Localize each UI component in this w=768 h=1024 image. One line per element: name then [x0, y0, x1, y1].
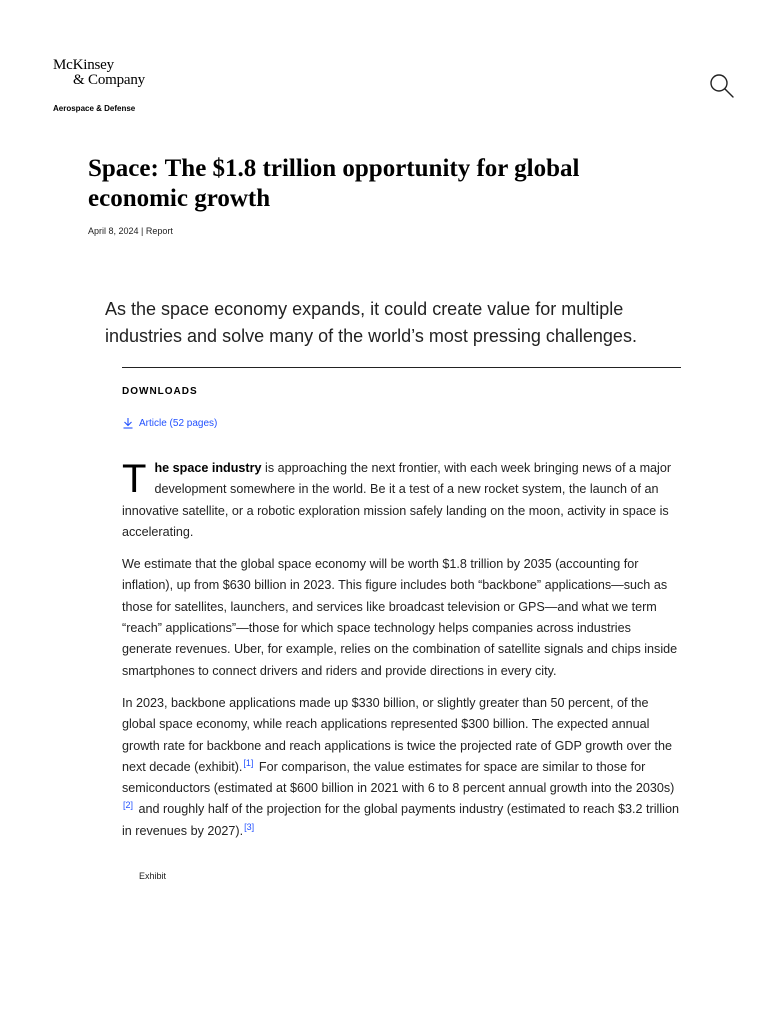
footnote-link-1[interactable]: [1] — [243, 757, 254, 768]
body-paragraph-3 — [122, 693, 682, 842]
body-paragraph-2: We estimate that the global space economy will be worth $1.8 trillion by 2035 (accounting for inflation), up from $630 billion in 2023. This figure includes both “backbone” applications—such as those for satellites, launchers, and services like broadcast television or GPS—and what we term “reach” applications”—those for which space technology helps companies across industries generate revenues. Uber, for example, relies on the combination of satellite signals and chips inside smartphones to connect drivers and riders and provide directions in every city. — [122, 557, 678, 678]
divider — [122, 367, 681, 368]
download-icon — [122, 417, 134, 429]
article-date: April 8, 2024 — [88, 226, 139, 236]
section-tag-link[interactable]: Aerospace & Defense — [53, 104, 136, 113]
logo-line-1: McKinsey — [53, 57, 114, 73]
article-meta — [88, 226, 173, 236]
mckinsey-logo[interactable] — [53, 58, 145, 88]
download-link-text: Article (52 pages) — [139, 417, 218, 429]
search-icon — [708, 72, 736, 100]
article-dek: As the space economy expands, it could create value for multiple industries and solve many of the world’s most pressing challenges. — [105, 299, 637, 346]
meta-separator: | — [138, 226, 146, 236]
drop-cap: T — [122, 457, 147, 501]
paragraph-3-text-a: In 2023, backbone applications made up $330 billion, or slightly greater than 50 percent, of the global space economy, while reach applications represented $300 billion. The expected annual growth rate for backbone and reach applications is twice the projected rate of GDP growth over the next decade (exhibit). — [122, 695, 672, 774]
article-body — [122, 458, 682, 853]
download-article-link[interactable] — [122, 417, 217, 429]
page-title: Space: The $1.8 trillion opportunity for global economic growth — [88, 155, 580, 212]
article-type: Report — [145, 226, 173, 236]
logo-line-2: & Company — [73, 72, 145, 88]
paragraph-3-text-c: and roughly half of the projection for the global payments industry (estimated to reach $3.2 trillion in revenues by 2027). — [122, 802, 679, 838]
footnote-link-3[interactable]: [3] — [244, 821, 255, 832]
paragraph-1-text: is approaching the next frontier, with each week bringing news of a major development somewhere in the world. Be it a test of a new rocket system, the launch of an innovative satellite, or a robotic exploration mission safely landing on the moon, activity in space is accelerating. — [122, 461, 672, 539]
footnote-link-2[interactable]: [2] — [123, 800, 134, 811]
exhibit-label: Exhibit — [139, 871, 167, 881]
search-button[interactable] — [708, 72, 736, 100]
body-paragraph-1 — [122, 458, 682, 543]
paragraph-3-text-b: For comparison, the value estimates for space are similar to those for semiconductors (estimated at $600 billion in 2021 with 6 to 8 percent annual growth into the 2030s) — [122, 759, 675, 796]
downloads-heading: DOWNLOADS — [122, 386, 198, 397]
lead-in-bold: he space industry — [154, 461, 262, 475]
